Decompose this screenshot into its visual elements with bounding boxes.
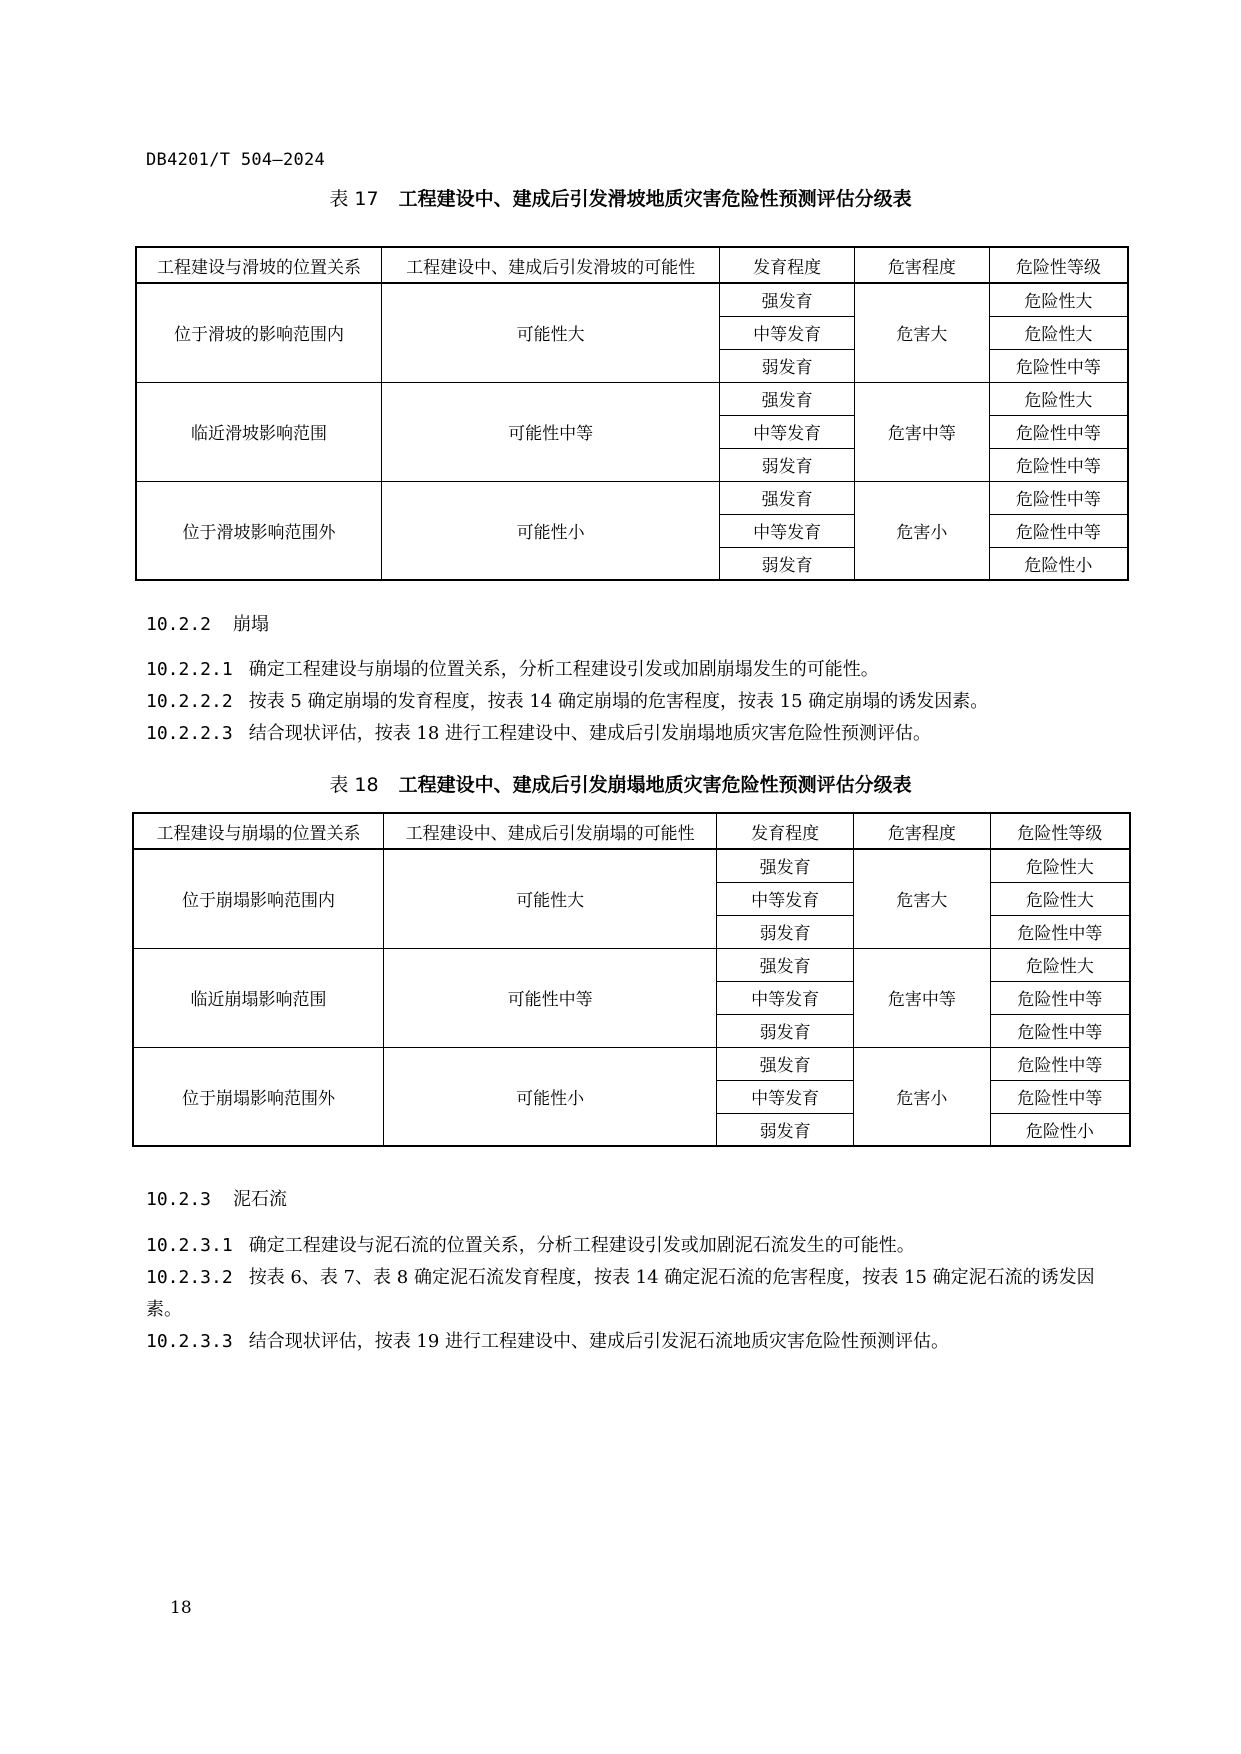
level-cell: 危险性中等	[989, 415, 1128, 448]
possibility-cell: 可能性中等	[383, 948, 716, 1047]
development-cell: 弱发育	[717, 1113, 854, 1146]
header-cell: 发育程度	[717, 813, 854, 849]
table-18-number: 表 18	[329, 774, 379, 796]
level-cell: 危险性大	[989, 283, 1128, 316]
hazard-cell: 危害中等	[855, 382, 990, 481]
development-cell: 中等发育	[720, 514, 855, 547]
development-cell: 弱发育	[720, 547, 855, 580]
possibility-cell: 可能性大	[381, 283, 719, 382]
development-cell: 强发育	[720, 481, 855, 514]
level-cell: 危险性大	[990, 849, 1130, 882]
clause-10-2-3-1	[146, 1230, 1116, 1262]
development-cell: 强发育	[720, 283, 855, 316]
possibility-cell: 可能性中等	[381, 382, 719, 481]
position-cell: 位于滑坡的影响范围内	[136, 283, 381, 382]
development-cell: 强发育	[717, 948, 854, 981]
level-cell: 危险性中等	[989, 514, 1128, 547]
development-cell: 弱发育	[720, 349, 855, 382]
level-cell: 危险性中等	[990, 981, 1130, 1014]
development-cell: 弱发育	[720, 448, 855, 481]
section-number: 10.2.3	[146, 1189, 212, 1210]
clause-number: 10.2.3.3	[146, 1331, 233, 1352]
development-cell: 强发育	[717, 1047, 854, 1080]
clause-number: 10.2.3.1	[146, 1235, 233, 1256]
table-row	[136, 382, 1128, 415]
table-row	[133, 849, 1130, 882]
page-number: 18	[170, 1598, 192, 1618]
clause-10-2-2-3	[146, 718, 1116, 750]
header-cell: 危险性等级	[990, 813, 1130, 849]
table-header-row	[136, 247, 1128, 283]
clause-number: 10.2.2.3	[146, 723, 233, 744]
level-cell: 危险性中等	[989, 448, 1128, 481]
clause-text: 确定工程建设与泥石流的位置关系，分析工程建设引发或加剧泥石流发生的可能性。	[248, 1235, 915, 1256]
position-cell: 位于崩塌影响范围内	[133, 849, 383, 948]
clause-10-2-3-3	[146, 1326, 1116, 1358]
table-17-caption	[0, 184, 1241, 211]
clause-number: 10.2.2.2	[146, 691, 233, 712]
level-cell: 危险性大	[990, 948, 1130, 981]
level-cell: 危险性大	[989, 316, 1128, 349]
possibility-cell: 可能性小	[383, 1047, 716, 1146]
possibility-cell: 可能性大	[383, 849, 716, 948]
table-row	[133, 1047, 1130, 1080]
development-cell: 中等发育	[717, 882, 854, 915]
possibility-cell: 可能性小	[381, 481, 719, 580]
header-cell: 工程建设中、建成后引发崩塌的可能性	[383, 813, 716, 849]
table-row	[136, 481, 1128, 514]
clause-10-2-2-2	[146, 686, 1116, 718]
header-cell: 危害程度	[855, 247, 990, 283]
clause-number: 10.2.2.1	[146, 659, 233, 680]
table-18	[132, 812, 1131, 1147]
development-cell: 强发育	[720, 382, 855, 415]
section-title: 崩塌	[233, 614, 270, 635]
section-heading-collapse	[146, 610, 269, 636]
clause-text: 结合现状评估，按表 18 进行工程建设中、建成后引发崩塌地质灾害危险性预测评估。	[248, 723, 932, 744]
clause-text: 确定工程建设与崩塌的位置关系，分析工程建设引发或加剧崩塌发生的可能性。	[248, 659, 879, 680]
header-cell: 工程建设与滑坡的位置关系	[136, 247, 381, 283]
table-17-number: 表 17	[329, 188, 379, 210]
development-cell: 弱发育	[717, 915, 854, 948]
position-cell: 临近滑坡影响范围	[136, 382, 381, 481]
development-cell: 强发育	[717, 849, 854, 882]
level-cell: 危险性中等	[990, 1080, 1130, 1113]
level-cell: 危险性中等	[990, 1047, 1130, 1080]
clause-text: 按表 6、表 7、表 8 确定泥石流发育程度，按表 14 确定泥石流的危害程度，按表 15 确定泥石流的诱发因素。	[146, 1267, 1095, 1320]
header-cell: 危害程度	[854, 813, 991, 849]
header-cell: 危险性等级	[989, 247, 1128, 283]
table-18-caption	[0, 770, 1241, 797]
header-cell: 工程建设中、建成后引发滑坡的可能性	[381, 247, 719, 283]
development-cell: 中等发育	[720, 316, 855, 349]
level-cell: 危险性中等	[990, 1014, 1130, 1047]
section-title: 泥石流	[233, 1189, 288, 1210]
table-header-row	[133, 813, 1130, 849]
development-cell: 弱发育	[717, 1014, 854, 1047]
position-cell: 位于崩塌影响范围外	[133, 1047, 383, 1146]
clause-10-2-2-1	[146, 654, 1116, 686]
level-cell: 危险性小	[989, 547, 1128, 580]
section-number: 10.2.2	[146, 614, 212, 635]
development-cell: 中等发育	[717, 1080, 854, 1113]
level-cell: 危险性中等	[989, 481, 1128, 514]
level-cell: 危险性大	[989, 382, 1128, 415]
table-17-title: 工程建设中、建成后引发滑坡地质灾害危险性预测评估分级表	[398, 188, 912, 210]
table-row	[133, 948, 1130, 981]
hazard-cell: 危害中等	[854, 948, 991, 1047]
hazard-cell: 危害小	[855, 481, 990, 580]
header-cell: 发育程度	[720, 247, 855, 283]
document-code: DB4201/T 504—2024	[146, 150, 326, 170]
table-17	[135, 246, 1129, 581]
clause-number: 10.2.3.2	[146, 1267, 233, 1288]
clause-text: 按表 5 确定崩塌的发育程度，按表 14 确定崩塌的危害程度，按表 15 确定崩塌的诱发因素。	[248, 691, 989, 712]
development-cell: 中等发育	[717, 981, 854, 1014]
level-cell: 危险性中等	[989, 349, 1128, 382]
level-cell: 危险性中等	[990, 915, 1130, 948]
clause-text: 结合现状评估，按表 19 进行工程建设中、建成后引发泥石流地质灾害危险性预测评估。	[248, 1331, 950, 1352]
position-cell: 位于滑坡影响范围外	[136, 481, 381, 580]
clause-10-2-3-2	[146, 1262, 1116, 1326]
table-18-title: 工程建设中、建成后引发崩塌地质灾害危险性预测评估分级表	[398, 774, 912, 796]
table-row	[136, 283, 1128, 316]
development-cell: 中等发育	[720, 415, 855, 448]
level-cell: 危险性大	[990, 882, 1130, 915]
level-cell: 危险性小	[990, 1113, 1130, 1146]
section-heading-debris-flow	[146, 1185, 287, 1211]
hazard-cell: 危害大	[855, 283, 990, 382]
header-cell: 工程建设与崩塌的位置关系	[133, 813, 383, 849]
hazard-cell: 危害小	[854, 1047, 991, 1146]
hazard-cell: 危害大	[854, 849, 991, 948]
position-cell: 临近崩塌影响范围	[133, 948, 383, 1047]
